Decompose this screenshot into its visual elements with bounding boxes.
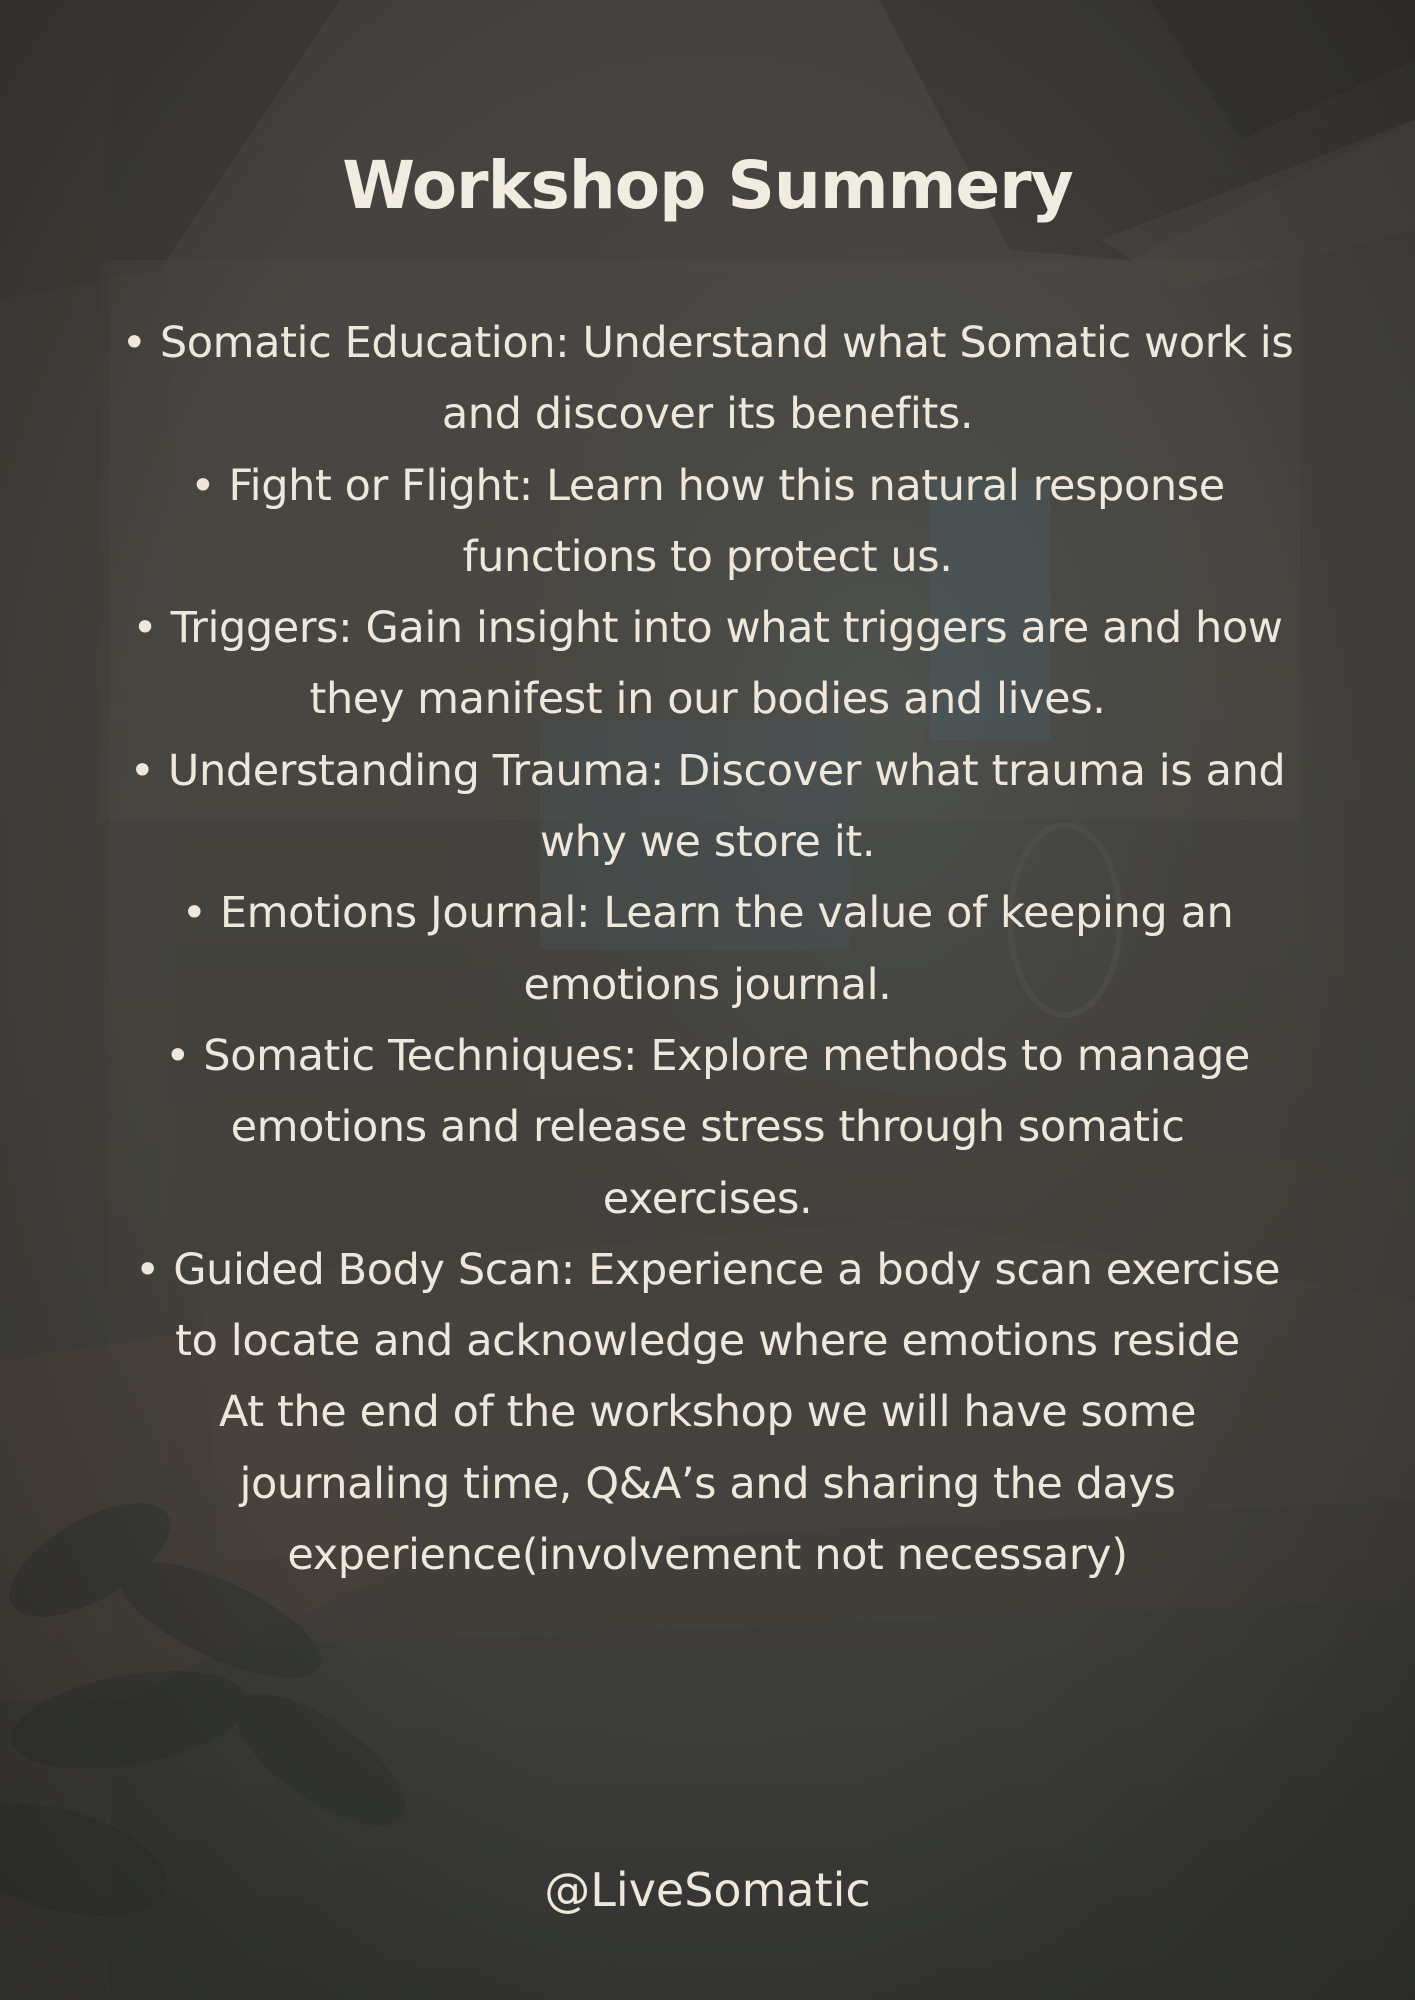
- list-item-guided-body-scan: • Guided Body Scan: Experience a body scan exercise to locate and acknowledge where emotions reside: [134, 1244, 1281, 1367]
- list-item-fight-or-flight: • Fight or Flight: Learn how this natural response functions to protect us.: [190, 460, 1225, 582]
- list-item-understanding-trauma: • Understanding Trauma: Discover what trauma is and why we store it.: [129, 745, 1286, 868]
- summary-body: [120, 308, 1295, 1591]
- social-handle: @LiveSomatic: [544, 1863, 871, 1917]
- list-item-emotions-journal: • Emotions Journal: Learn the value of keeping an emotions journal.: [181, 888, 1234, 1010]
- closing-paragraph: At the end of the workshop we will have some journaling time, Q&A’s and sharing the days experience(involvement not necessary): [218, 1387, 1197, 1581]
- list-item-triggers: • Triggers: Gain insight into what triggers are and how they manifest in our bodies and lives.: [132, 603, 1283, 725]
- page-title: Workshop Summery: [342, 147, 1073, 224]
- list-item-somatic-education: • Somatic Education: Understand what Somatic work is and discover its benefits.: [121, 318, 1294, 440]
- list-item-somatic-techniques: • Somatic Techniques: Explore methods to manage emotions and release stress through somatic exercises.: [165, 1030, 1250, 1224]
